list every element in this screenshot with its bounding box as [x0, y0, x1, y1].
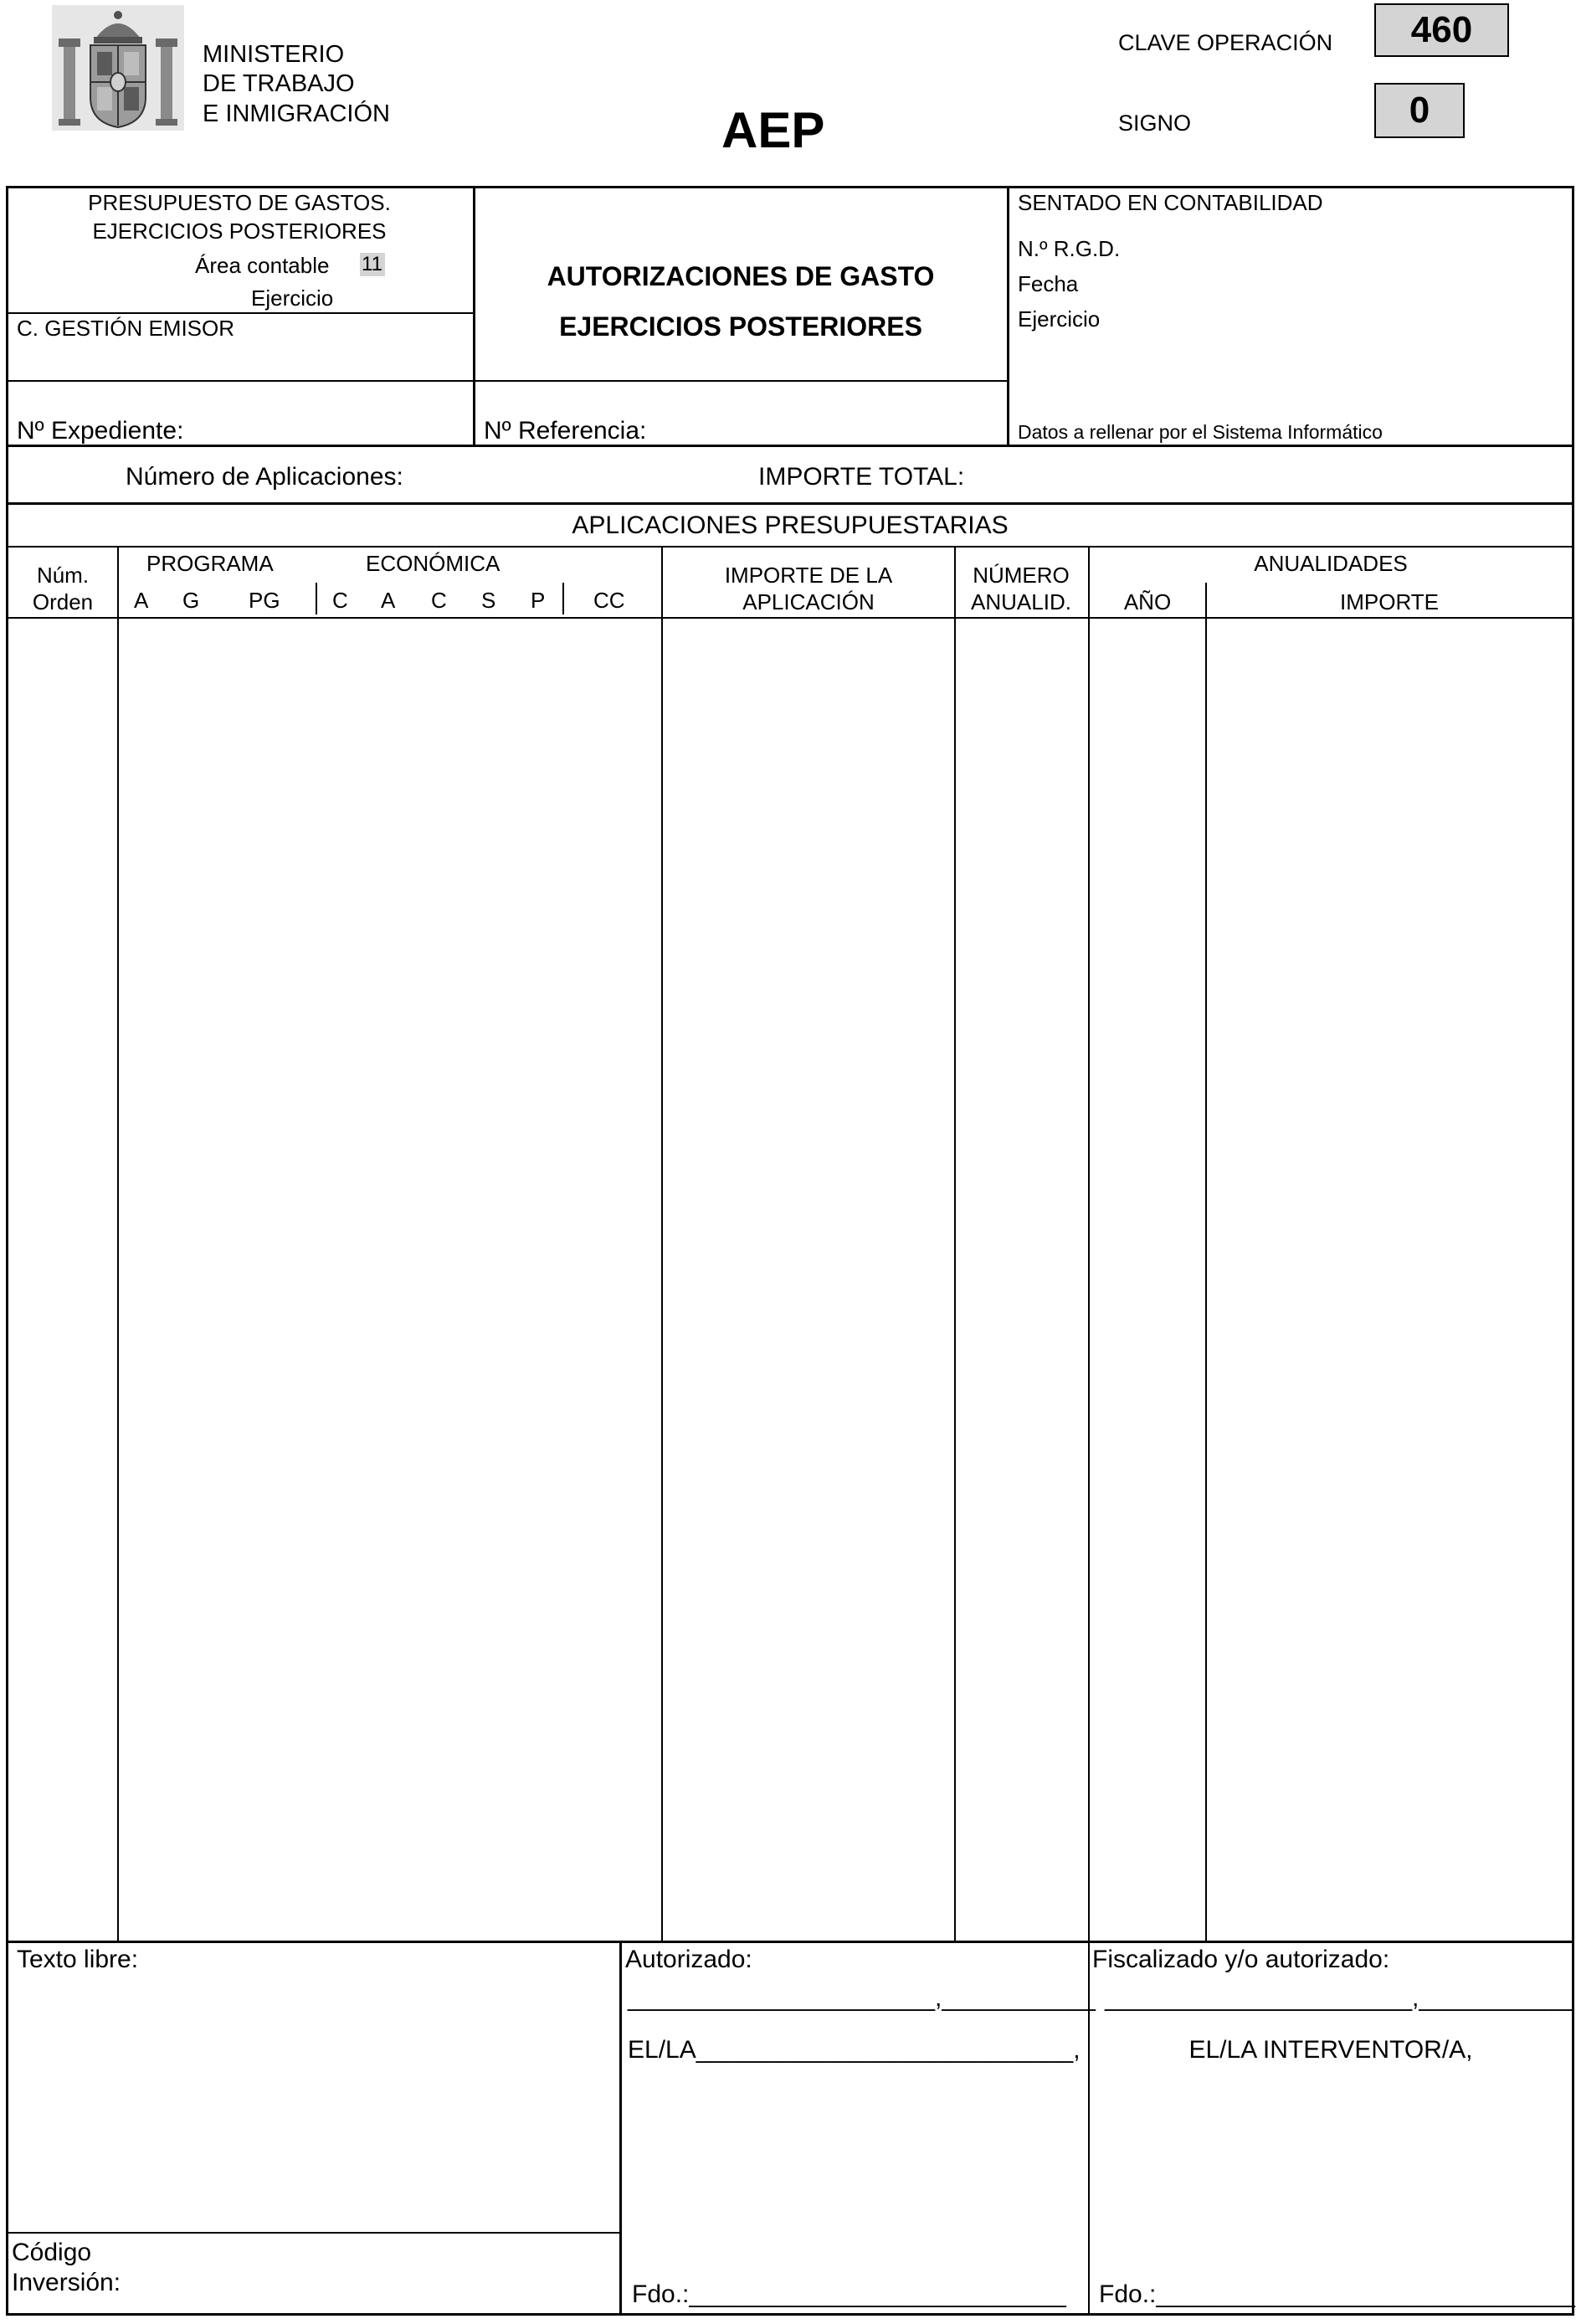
expediente-label: Nº Expediente:: [17, 417, 184, 445]
col-s: S: [481, 588, 496, 613]
signo-value: 0: [1409, 90, 1430, 131]
num-orden-header-1: Núm.: [36, 563, 90, 588]
divider-h-codigo: [6, 2232, 621, 2234]
frame-bottom: [6, 2313, 1574, 2316]
area-contable-value: 11: [362, 253, 382, 275]
divider-h-top-end: [6, 445, 1574, 447]
col-c2: C: [431, 588, 447, 613]
divider-h-footer: [6, 1941, 1574, 1943]
aplicaciones-title: APLICACIONES PRESUPUESTARIAS: [572, 512, 1009, 539]
numero-anualid-header-1: NÚMERO: [973, 563, 1070, 588]
numero-anualid-header-2: ANUALID.: [971, 589, 1071, 614]
sistema-note: Datos a rellenar por el Sistema Informático: [1018, 421, 1383, 443]
referencia-label: Nº Referencia:: [484, 417, 647, 445]
ministry-line-1: MINISTERIO: [203, 41, 345, 68]
ejercicio-label: Ejercicio: [251, 285, 334, 311]
importe-total-label: IMPORTE TOTAL:: [758, 463, 965, 491]
texto-libre-label: Texto libre:: [17, 1946, 139, 1973]
presupuesto-line-2: EJERCICIOS POSTERIORES: [92, 219, 387, 244]
presupuesto-line-1: PRESUPUESTO DE GASTOS.: [88, 190, 391, 215]
autorizado-label: Autorizado:: [625, 1946, 752, 1973]
table-body[interactable]: [8, 619, 1572, 1940]
col-c1: C: [332, 588, 348, 613]
clave-operacion-label: CLAVE OPERACIÓN: [1118, 30, 1333, 55]
col-pg: PG: [249, 588, 280, 613]
footer-divider-v-1: [619, 1941, 622, 2316]
economica-header: ECONÓMICA: [366, 551, 501, 576]
ministry-line-2: DE TRABAJO: [203, 70, 355, 97]
anualidades-header: ANUALIDADES: [1254, 551, 1408, 576]
divider-v-2: [1007, 186, 1009, 447]
divider-h-totals: [6, 502, 1574, 505]
divider-economica-cc: [562, 583, 564, 614]
clave-operacion-value: 460: [1410, 9, 1473, 50]
texto-libre-field[interactable]: [10, 1979, 616, 2229]
fdo-right: Fdo.:______________________________: [1099, 2280, 1575, 2308]
coat-of-arms-icon: [52, 5, 184, 131]
ano-header: AÑO: [1123, 589, 1172, 614]
ejercicio-right-label: Ejercicio: [1018, 306, 1101, 332]
el-la-line: EL/LA___________________________,: [628, 2036, 1081, 2064]
col-p: P: [531, 588, 546, 613]
form-title-line-2: EJERCICIOS POSTERIORES: [559, 311, 922, 342]
ministry-line-3: E INMIGRACIÓN: [203, 100, 390, 127]
codigo-line-2: Inversión:: [12, 2269, 121, 2296]
importe-anual-header: IMPORTE: [1340, 589, 1439, 614]
fecha-label: Fecha: [1018, 271, 1079, 296]
rgd-label: N.º R.G.D.: [1018, 236, 1121, 261]
num-orden-header-2: Orden: [32, 589, 94, 614]
signo-box: [1374, 83, 1465, 138]
divider-h-expediente: [6, 380, 1009, 382]
gestion-emisor-label: C. GESTIÓN EMISOR: [17, 316, 235, 341]
autorizado-date-line: ______________________,___________: [628, 1984, 1096, 2012]
importe-aplicacion-header-1: IMPORTE DE LA: [724, 563, 893, 588]
divider-h-table-title: [6, 546, 1574, 548]
divider-programa-economica: [316, 583, 317, 614]
area-contable-label: Área contable: [195, 253, 330, 278]
col-a2: A: [381, 588, 396, 613]
fdo-left: Fdo.:___________________________: [632, 2280, 1066, 2308]
form-title-line-1: AUTORIZACIONES DE GASTO: [547, 261, 935, 291]
fiscalizado-label: Fiscalizado y/o autorizado:: [1092, 1946, 1390, 1973]
interventor-label: EL/LA INTERVENTOR/A,: [1188, 2036, 1473, 2064]
sentado-label: SENTADO EN CONTABILIDAD: [1018, 190, 1323, 215]
col-a1: A: [134, 588, 149, 613]
codigo-line-1: Código: [12, 2239, 92, 2266]
col-cc: CC: [593, 588, 625, 613]
frame-top: [6, 186, 1574, 188]
clave-operacion-box: [1374, 3, 1509, 57]
importe-aplicacion-header-2: APLICACIÓN: [742, 589, 875, 614]
divider-v-1: [473, 186, 475, 447]
doc-code: AEP: [721, 102, 825, 158]
divider-h-presupuesto: [6, 312, 475, 314]
fiscalizado-date-line: ______________________,___________: [1105, 1984, 1573, 2012]
programa-header: PROGRAMA: [146, 551, 274, 576]
num-aplicaciones-label: Número de Aplicaciones:: [126, 463, 403, 491]
col-g: G: [182, 588, 200, 613]
signo-label: SIGNO: [1118, 111, 1192, 136]
